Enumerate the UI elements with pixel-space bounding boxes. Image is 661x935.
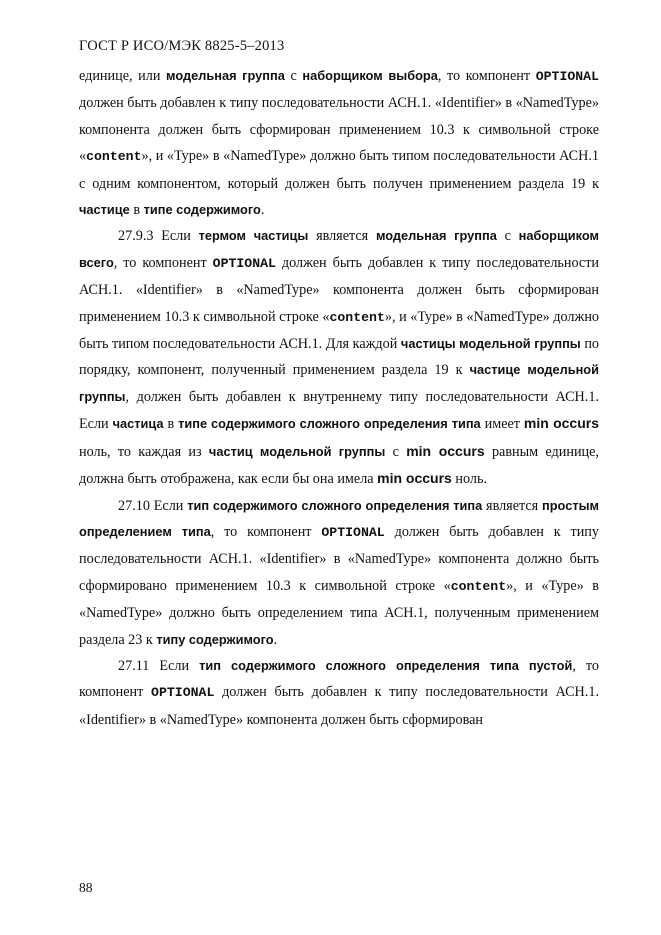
standard-header: ГОСТ Р ИСО/МЭК 8825-5–2013 (79, 38, 285, 54)
term-complex-type-content-type: типе содержимого сложного определения типа (178, 416, 481, 432)
text-run: . (273, 631, 278, 648)
term-model-group-particle: частицы модельной группы (400, 336, 581, 352)
text-run: с (496, 228, 519, 245)
term-content-type: типу содержимого (156, 631, 274, 647)
paragraph-27-10 (79, 493, 599, 653)
text-run: 27.9.3 Если (118, 228, 199, 245)
term-min-occurs: min occurs (406, 442, 485, 459)
term-simple-type-definition: простым определением типа (79, 497, 599, 539)
keyword-optional: OPTIONAL (151, 685, 215, 701)
text-run: , то компонент (79, 657, 599, 701)
keyword-optional: OPTIONAL (535, 69, 600, 84)
text-run: . (260, 202, 265, 219)
text-run: с (284, 68, 303, 84)
keyword-content: content (86, 149, 142, 165)
text-run: 27.10 Если (118, 497, 188, 514)
text-run: , то компонент (210, 523, 322, 540)
term-complex-type-content-type-empty: тип содержимого сложного определения типа пустой (199, 657, 573, 673)
text-run: равным единице, должна быть отображена, как если бы она имела (79, 443, 599, 488)
term-model-group-particles: частиц модельной группы (208, 443, 386, 459)
paragraph-continuation (79, 63, 599, 223)
term-particle: частица (112, 416, 164, 432)
term-particle: частице (79, 202, 130, 218)
term-model-group-particle: частице модельной группы (79, 362, 599, 404)
text-run: единице, или (79, 68, 167, 84)
text-run: должен быть добавлен к типу последовательности АСН.1. «Identifier» в «NamedType» компонента должен быть сформирован применением 10.3 к символьной строке « (79, 95, 599, 165)
text-run: , то компонент (113, 254, 213, 271)
term-complex-type-content-type: тип содержимого сложного определения типа (187, 497, 483, 513)
document-body (79, 63, 599, 733)
text-run: в (129, 202, 144, 219)
text-run: должен быть добавлен к типу последовательности АСН.1. «Identifier» в «NamedType» компонента должен быть сформирован применением 10.3 к символьной строке « (79, 254, 599, 325)
page-number: 88 (79, 880, 93, 895)
text-run: имеет (480, 416, 524, 433)
text-run: ноль. (451, 471, 487, 488)
keyword-optional: OPTIONAL (321, 524, 385, 540)
term-choice-compositor: наборщиком выбора (302, 68, 438, 83)
text-run: с (385, 443, 407, 460)
term-min-occurs: min occurs (377, 470, 452, 487)
term-particle-term: термом частицы (198, 228, 309, 244)
text-run: ноль, то каждая из (79, 443, 209, 460)
keyword-content: content (329, 309, 385, 325)
term-content-type: типе содержимого (143, 202, 261, 218)
paragraph-27-9-3 (79, 223, 599, 492)
keyword-content: content (450, 578, 507, 594)
text-run: по порядку, компонент, полученный применением раздела 19 к (79, 336, 600, 379)
text-run: », и «Type» в «NamedType» должно быть определением типа АСН.1, полученным применением раздела 23 к (79, 577, 600, 648)
text-run: является (308, 228, 376, 245)
text-run: является (482, 497, 543, 514)
text-run: должен быть добавлен к типу последовательности АСН.1. «Identifier» в «NamedType» компонента должен быть сформирован (79, 684, 599, 728)
term-model-group: модельная группа (166, 68, 285, 83)
text-run: должен быть добавлен к типу последовательности АСН.1. «Identifier» в «NamedType» компонента должно быть сформировано применением 10.3 к символьной строке « (79, 523, 599, 594)
term-all-compositor: наборщиком всего (79, 228, 599, 270)
term-min-occurs: min occurs (523, 415, 599, 432)
text-run: , должен быть добавлен к внутреннему типу последовательности АСН.1. Если (79, 388, 599, 433)
text-run: , то компонент (437, 68, 536, 84)
text-run: », и «Type» в «NamedType» должно быть типом последовательности АСН.1. Для каждой (79, 308, 599, 353)
text-run: », и «Type» в «NamedType» должно быть типом последовательности АСН.1 с одним компонентом, который должен быть получен применением раздела 19 к (79, 148, 599, 192)
paragraph-27-11 (79, 653, 599, 733)
keyword-optional: OPTIONAL (212, 255, 276, 271)
text-run: в (163, 416, 179, 433)
term-model-group: модельная группа (375, 228, 497, 244)
text-run: 27.11 Если (118, 657, 200, 674)
